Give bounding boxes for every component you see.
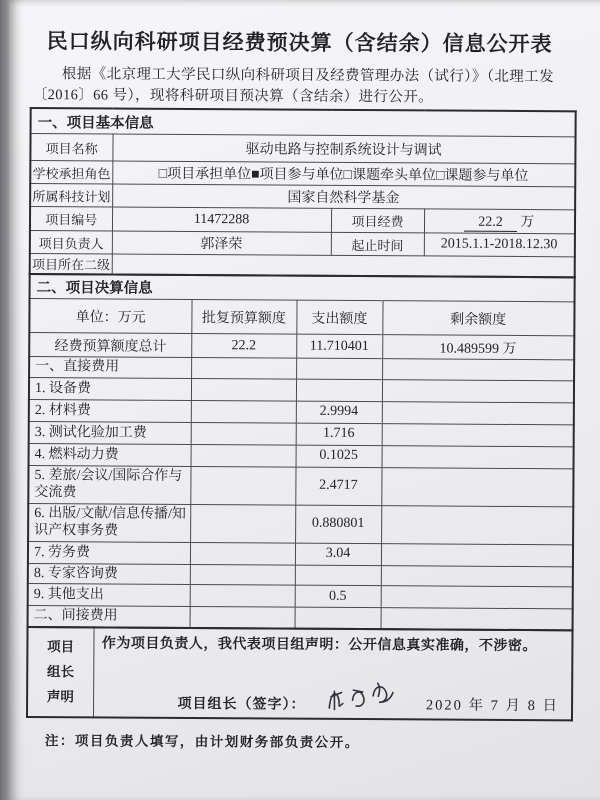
expense-approved xyxy=(190,564,295,585)
expense-remaining xyxy=(381,586,573,609)
expense-spent: 3.04 xyxy=(295,543,381,566)
expense-approved xyxy=(190,585,295,608)
expense-remaining xyxy=(381,506,573,545)
expense-remaining xyxy=(382,380,574,403)
expense-label: 7. 劳务费 xyxy=(28,541,190,564)
level2-label: 项目所在二级 xyxy=(30,254,112,275)
project-name-row xyxy=(30,134,575,164)
section1-header-row xyxy=(31,108,576,137)
budget-table xyxy=(27,273,576,631)
expense-spent: 2.4717 xyxy=(295,467,381,506)
expense-label: 4. 燃料动力费 xyxy=(29,443,191,466)
section2-header-row xyxy=(30,274,575,302)
declaration-side-label xyxy=(27,627,94,717)
expense-label: 9. 其他支出 xyxy=(28,584,190,607)
expense-spent: 0.1025 xyxy=(296,445,382,468)
expense-row xyxy=(28,503,573,544)
expense-approved xyxy=(191,358,296,379)
expense-spent xyxy=(295,608,381,630)
expense-remaining xyxy=(382,446,574,469)
page-title: 民口纵向科研项目经费预决算（含结余）信息公开表 xyxy=(46,29,553,57)
project-budget-value xyxy=(424,209,575,234)
signature-row xyxy=(178,679,560,715)
declaration-statement: 作为项目负责人，我代表项目组声明：公开信息真实准确，不涉密。 xyxy=(101,636,537,655)
total-spent: 11.710401 xyxy=(296,335,382,360)
leader-label: 项目负责人 xyxy=(30,231,112,255)
declaration-table xyxy=(26,626,574,721)
expense-spent xyxy=(296,379,382,402)
expense-remaining xyxy=(381,544,573,567)
spent-column-header: 支出额度 xyxy=(296,301,382,336)
footer-note: 注：项目负责人填写，由计划财务部负责公开。 xyxy=(44,733,360,750)
project-budget-label: 项目经费 xyxy=(331,209,424,234)
project-number-value: 11472288 xyxy=(112,207,331,232)
expense-label: 二、间接费用 xyxy=(28,606,190,628)
scanned-paper xyxy=(9,0,600,800)
section1-title: 一、项目基本信息 xyxy=(31,108,576,137)
declaration-label-line: 组长 xyxy=(46,664,75,680)
budget-unit: 万 xyxy=(520,215,535,231)
approved-column-header: 批复预算额度 xyxy=(191,300,296,335)
leader-period-row xyxy=(30,231,575,257)
unit-column-header: 单位：万元 xyxy=(29,299,191,334)
expense-approved xyxy=(191,378,296,401)
signature-label: 项目组长（签字）： xyxy=(177,696,306,713)
leader-value: 郭泽荣 xyxy=(112,231,331,255)
expense-remaining xyxy=(382,359,574,381)
expense-approved xyxy=(191,444,296,467)
budget-amount: 22.2 xyxy=(464,215,517,232)
expense-approved xyxy=(190,607,295,629)
project-number-label: 项目编号 xyxy=(30,207,112,232)
expense-approved xyxy=(190,542,295,565)
expense-spent: 0.5 xyxy=(295,586,381,609)
total-remaining: 10.489599 万 xyxy=(382,335,574,360)
handwritten-signature-icon xyxy=(319,675,406,717)
expense-label: 1. 设备费 xyxy=(29,377,191,400)
role-label: 学校承担角色 xyxy=(30,161,112,185)
intro-paragraph: 根据《北京理工大学民口纵向科研项目及经费管理办法（试行）》（北理工发〔2016〕66 号），现将科研项目预决算（含结余）进行公开。 xyxy=(32,66,555,106)
declaration-body xyxy=(93,627,573,720)
expense-spent: 1.716 xyxy=(296,423,382,446)
expense-spent xyxy=(295,565,381,586)
expense-approved xyxy=(191,400,296,423)
expense-label: 5. 差旅/会议/国际合作与交流费 xyxy=(28,465,190,504)
expense-label: 3. 测试化验加工费 xyxy=(29,421,191,444)
total-label: 经费预算额度总计 xyxy=(29,333,191,358)
expense-approved xyxy=(190,466,295,505)
budget-columns-row xyxy=(29,299,574,336)
expense-spent: 0.880801 xyxy=(295,505,381,544)
expense-remaining xyxy=(382,402,574,425)
expense-approved xyxy=(191,422,296,445)
plan-label: 所属科技计划 xyxy=(30,184,112,208)
form-sheet xyxy=(5,0,600,752)
expense-label: 2. 材料费 xyxy=(29,399,191,422)
period-label: 起止时间 xyxy=(331,233,424,257)
expense-remaining xyxy=(381,566,573,588)
signature-date: 2020 年 7 月 8 日 xyxy=(425,697,560,715)
number-budget-row xyxy=(30,207,575,234)
expense-remaining xyxy=(381,468,573,507)
remaining-column-header: 剩余额度 xyxy=(382,301,574,336)
expense-label: 8. 专家咨询费 xyxy=(28,563,190,584)
period-value: 2015.1.1-2018.12.30 xyxy=(424,233,575,257)
expense-spent xyxy=(296,359,382,380)
declaration-row xyxy=(27,627,573,720)
expense-approved xyxy=(190,504,295,543)
role-row xyxy=(30,161,575,187)
project-name-value: 驱动电路与控制系统设计与调试 xyxy=(112,134,575,164)
declaration-label-line: 项目 xyxy=(47,639,75,655)
section2-title: 二、项目决算信息 xyxy=(30,274,575,302)
total-approved: 22.2 xyxy=(191,334,296,359)
declaration-label-line: 声明 xyxy=(46,689,74,705)
budget-total-row xyxy=(29,333,574,360)
basic-info-table xyxy=(29,107,577,279)
expense-label: 一、直接费用 xyxy=(29,357,191,378)
expense-label: 6. 出版/文献/信息传播/知识产权事务费 xyxy=(28,503,190,542)
role-options: □项目承担单位■项目参与单位□课题牵头单位□课题参与单位 xyxy=(112,161,575,187)
expense-remaining xyxy=(382,424,574,447)
expense-row xyxy=(28,465,573,506)
expense-spent: 2.9994 xyxy=(296,401,382,424)
plan-value: 国家自然科学基金 xyxy=(112,184,575,210)
plan-row xyxy=(30,184,575,210)
expense-remaining xyxy=(381,608,573,630)
project-name-label: 项目名称 xyxy=(30,134,112,162)
